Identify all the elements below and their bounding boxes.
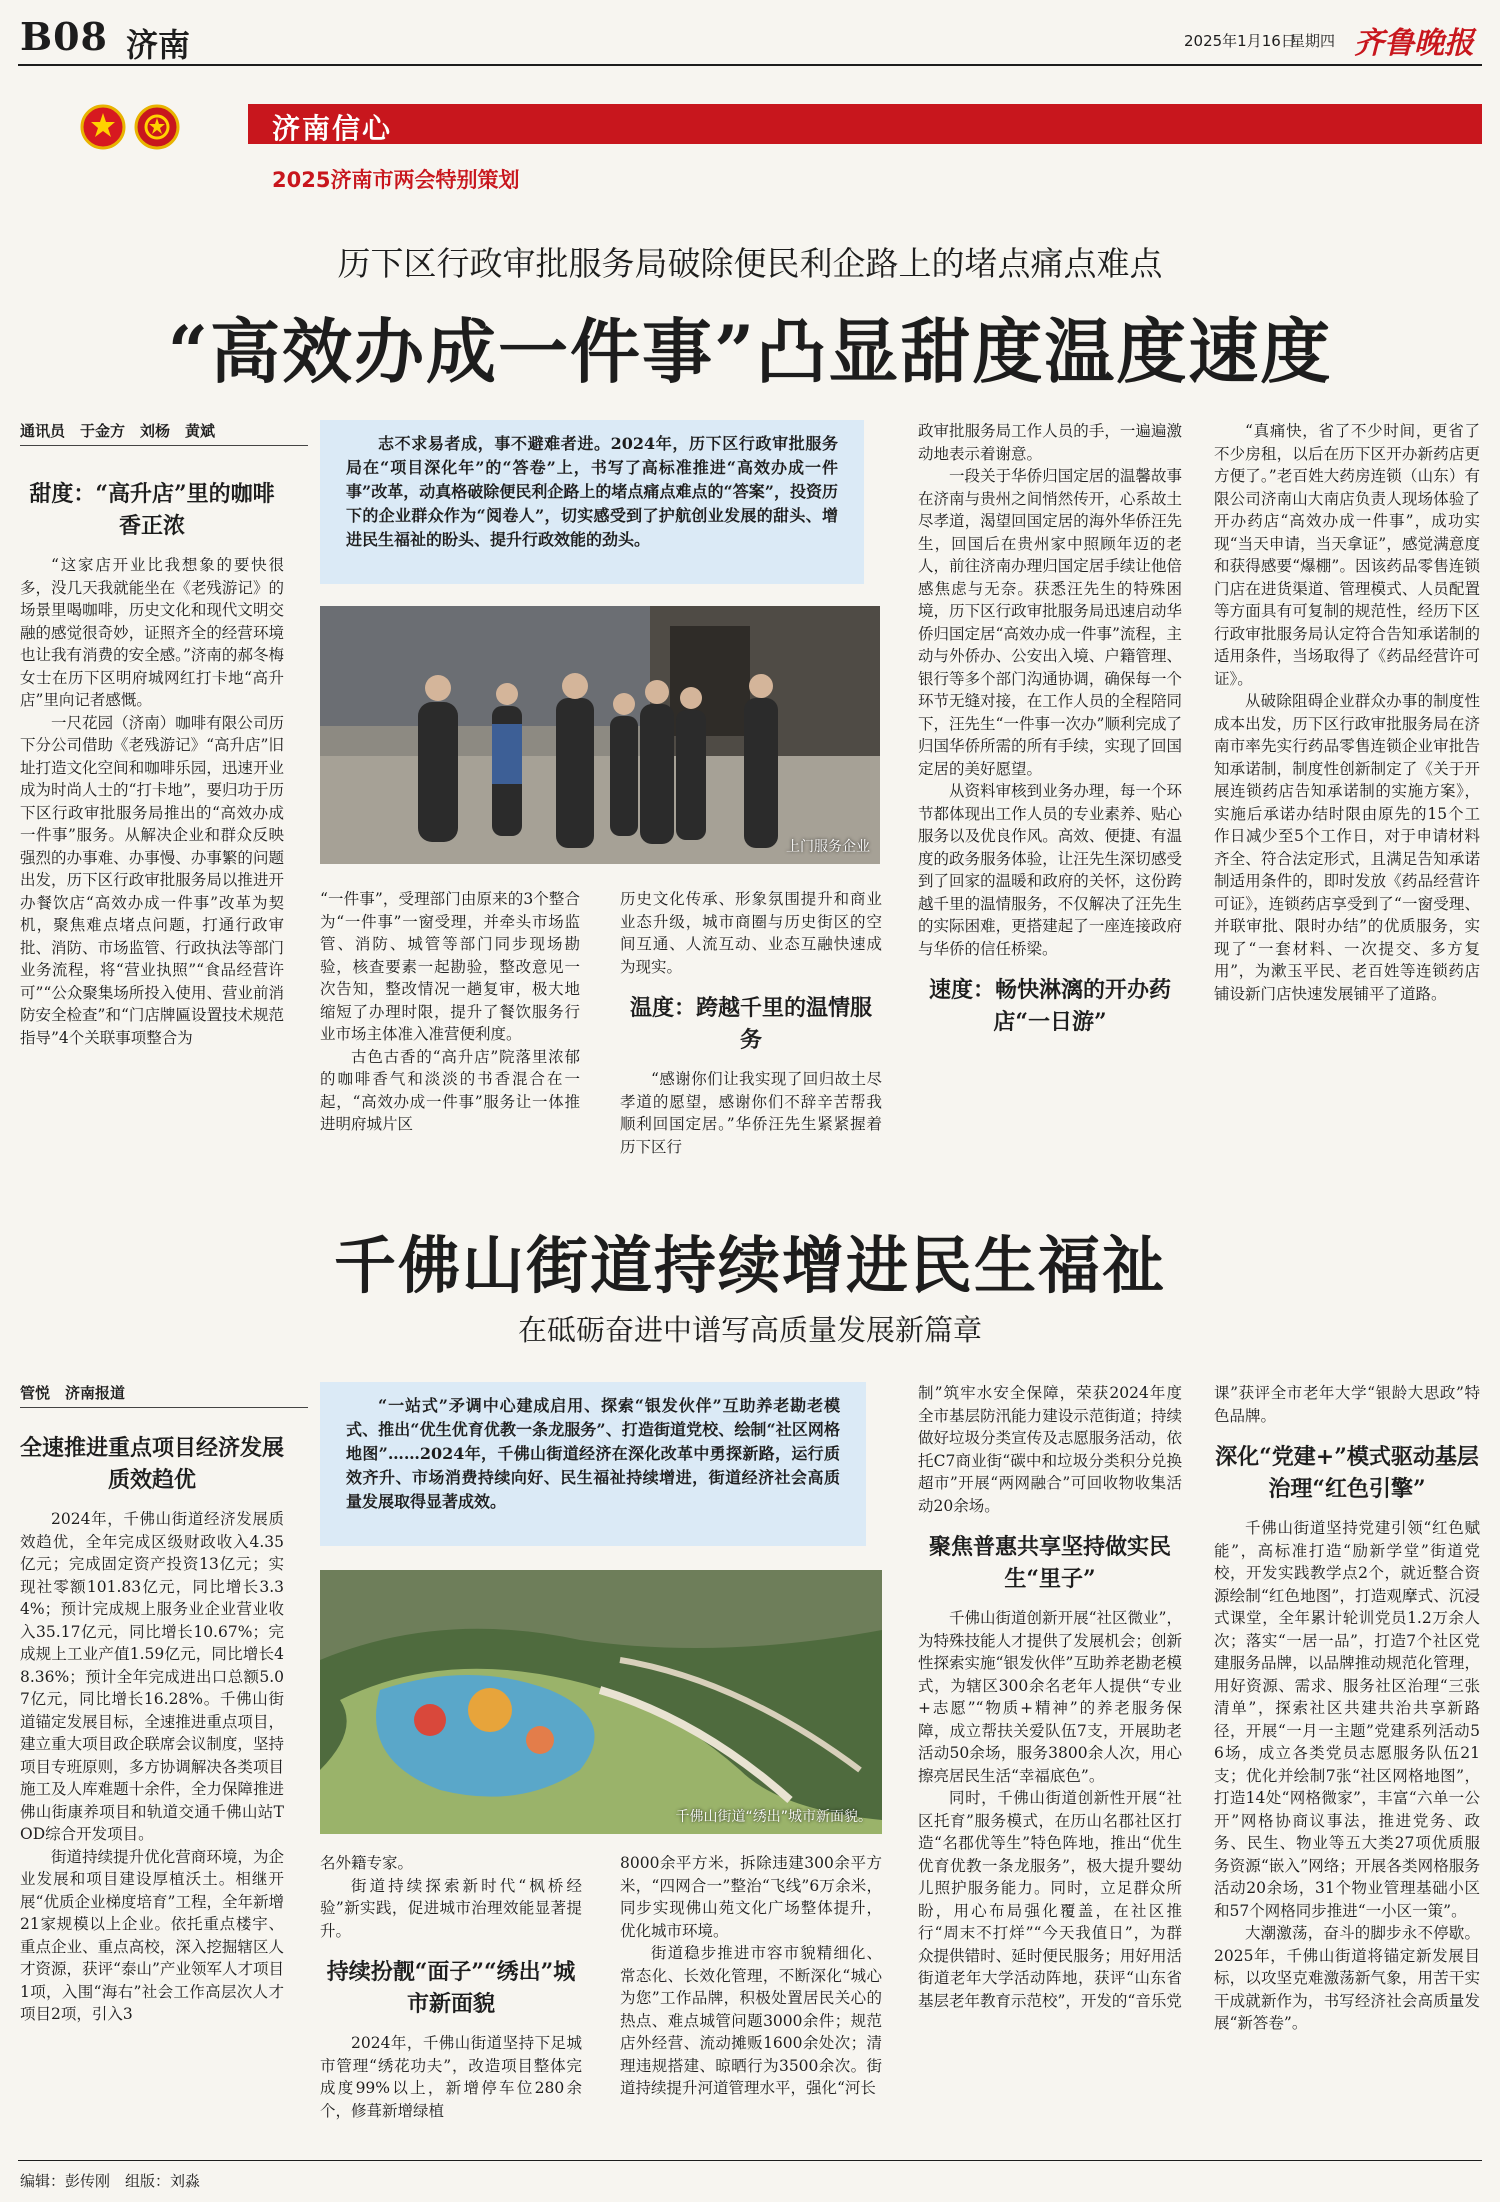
paragraph: 从破除阻碍企业群众办事的制度性成本出发，历下区行政审批服务局在济南市率先实行药品零售连锁企业审批告知承诺制，制度性创新制定了《关于开展连锁药店告知承诺制的实施方案》，实施后承诺办结时限由原先的15个工作日减少至5个工作日，对于申请材料齐全、符合法定形式，且满足告知承诺制适用条件的，即时发放《药品经营许可证》，连锁药店享受到了“一窗受理、并联审批、限时办结”的优质服务，实现了“一套材料、一次提交、多方复用”，为漱玉平民、老百姓等连锁药店铺设新门店快速发展铺平了道路。 xyxy=(1214,692,1480,1003)
article2-column-4 xyxy=(918,1382,1182,2144)
paragraph: 2024年，千佛山街道坚持下足城市管理“绣花功夫”，改造项目整体完成度99%以上，新增停车位280余个，修葺新增绿植 xyxy=(320,2034,582,2120)
page-code: B08 xyxy=(20,14,108,59)
article2-photo xyxy=(320,1570,882,1834)
banner-bar xyxy=(248,104,1482,144)
paragraph: 一尺花园（济南）咖啡有限公司历下分公司借助《老残游记》“高升店”旧址打造文化空间和咖啡乐园，迅速开业成为时尚人士的“打卡地”，要归功于历下区行政审批服务局推出的“高效办成一件事”服务。从解决企业和群众反映强烈的办事难、办事慢、办事繁的问题出发，历下区行政审批服务局以推进开办餐饮店“高效办成一件事”改革为契机，聚焦难点堵点问题，打通行政审批、消防、市场监管、行政执法等部门业务流程，将“营业执照”“食品经营许可”“公众聚集场所投入使用、营业前消防安全检查”和“门店牌匾设置技术规范指导”4个关联事项整合为 xyxy=(20,713,284,1047)
paragraph: 千佛山街道创新开展“社区微业”，为特殊技能人才提供了发展机会；创新性探索实施“银发伙伴”互助养老勘老模式，为辖区300余名老年人提供“专业+志愿”“物质+精神”的养老服务保障，成立帮扶关爱队伍7支，开展助老活动50余场，服务3800余人次，用心擦亮居民生活“幸福底色”。 xyxy=(918,1609,1182,1785)
subheading: 甜度：“高升店”里的咖啡香正浓 xyxy=(29,481,275,539)
article2-byline: 管悦 济南报道 xyxy=(20,1382,308,1408)
paragraph: 历史文化传承、形象氛围提升和商业业态升级，城市商圈与历史街区的空间互通、人流互动、业态互融快速成为现实。 xyxy=(620,890,882,976)
article1-column-2 xyxy=(320,888,580,1172)
paragraph: 2024年，千佛山街道经济发展质效趋优，全年完成区级财政收入4.35亿元；完成固定资产投资13亿元；实现社零额101.83亿元，同比增长3.34%；预计完成规上服务业企业营业收入35.17亿元，同比增长10.67%；完成规上工业产值1.59亿元，同比增长48.36%；预计全年完成进出口总额5.07亿元，同比增长16.28%。千佛山街道锚定发展目标，全速推进重点项目，建立重大项目政企联席会议制度，坚持项目专班原则，多方协调解决各类项目施工及人库难题十余件，全力保障推进佛山街康养项目和轨道交通千佛山站TOD综合开发项目。 xyxy=(20,1510,284,1843)
article1-column-5 xyxy=(1214,420,1480,1172)
article2-subheadline: 在砥砺奋进中谱写高质量发展新篇章 xyxy=(517,1313,982,1347)
page-header xyxy=(18,12,1482,192)
footer-editor: 编辑：彭传刚 组版：刘淼 xyxy=(20,2172,201,2190)
article1-column-4 xyxy=(918,420,1182,1172)
paragraph: 街道持续探索新时代“枫桥经验”新实践，促进城市治理效能显著提升。 xyxy=(320,1876,582,1940)
banner-subtitle: 2025济南市两会特别策划 xyxy=(272,168,520,192)
paragraph: 古色古香的“高升店”院落里浓郁的咖啡香气和淡淡的书香混合在一起，“高效办成一件事”服务让一体推进明府城片区 xyxy=(320,1047,580,1133)
paragraph: 街道持续提升优化营商环境，为企业发展和项目建设厚植沃土。相继开展“优质企业梯度培育”工程，全年新增21家规模以上企业。依托重点楼宇、重点企业、重点高校，深入挖掘辖区人才资源，获评“泰山”产业领军人才项目1项，入围“海右”社会工作高层次人才项目2项，引入3 xyxy=(20,1847,284,2023)
subheading: 全速推进重点项目经济发展质效趋优 xyxy=(20,1435,284,1493)
subheading: 速度：畅快淋漓的开办药店“一日游” xyxy=(928,977,1171,1035)
article1-kicker: 历下区行政审批服务局破除便民利企路上的堵点痛点难点 xyxy=(337,244,1163,283)
issue-weekday: 星期四 xyxy=(1290,32,1336,50)
paragraph: 从资料审核到业务办理，每一个环节都体现出工作人员的专业素养、贴心服务以及优良作风。高效、便捷、有温度的政务服务体验，让汪先生深切感受到了回家的温暖和政府的关怀，这份跨越千里的温情服务，不仅解决了汪先生的实际困难，更搭建起了一座连接政府与华侨的信任桥梁。 xyxy=(918,782,1182,958)
paragraph: 大潮激荡，奋斗的脚步永不停歇。2025年，千佛山街道将锚定新发展目标，以攻坚克难激荡新气象，用苦干实干成就新作为，书写经济社会高质量发展“新答卷”。 xyxy=(1214,1924,1480,2032)
subheading: 温度：跨越千里的温情服务 xyxy=(629,995,872,1053)
article1-column-3 xyxy=(620,888,882,1172)
paragraph: 千佛山街道坚持党建引领“红色赋能”，高标准打造“励新学堂”街道党校，开发实践教学点2个，就近整合资源绘制“红色地图”，打造观摩式、沉浸式课堂，全年累计轮训党员1.2万余人次；落实“一居一品”，打造7个社区党建服务品牌，以品牌推动规范化管理，用好资源、需求、服务社区治理“三张清单”，探索社区共建共治共享新路径，开展“一月一主题”党建系列活动56场，成立各类党员志愿服务队伍21支；优化并绘制7张“社区网格地图”，打造14处“网格微家”，丰富“六单一公开”网格协商议事法，推进党务、政务、民生、物业等五大类27项优质服务资源“嵌入”网络；开展各类网格服务活动20余场，31个物业管理基础小区和57个网格同步推进“一小区一策”。 xyxy=(1214,1519,1480,1920)
article1-lead: 志不求易者成，事不避难者进。2024年，历下区行政审批服务局在“项目深化年”的“答卷”上，书写了高标准推进“高效办成一件事”改革，动真格破除便民利企路上的堵点痛点难点的“答案”，投资历下的企业群众作为“阅卷人”，切实感受到了护航创业发展的甜头、增进民生福祉的盼头、提升行政效能的劲头。 xyxy=(320,420,864,584)
article2-column-5 xyxy=(1214,1382,1480,2144)
subheading: 聚焦普惠共享坚持做实民生“里子” xyxy=(928,1534,1171,1592)
article1-photo-caption: 上门服务企业 xyxy=(786,839,870,855)
paragraph: 课”获评全市老年大学“银龄大思政”特色品牌。 xyxy=(1214,1384,1480,1425)
paragraph: 街道稳步推进市容市貌精细化、常态化、长效化管理，不断深化“城心为您”工作品牌，积极处置居民关心的热点、难点城管问题3000余件；规范店外经营、流动摊贩1600余处次；清理违规搭建、晾晒行为3500余次。街道持续提升河道管理水平，强化“河长 xyxy=(620,1944,882,2097)
article2-photo-caption: 千佛山街道“绣出”城市新面貌。 xyxy=(675,1809,872,1825)
article2-column-2 xyxy=(320,1852,582,2144)
subheading: 深化“党建+”模式驱动基层治理“红色引擎” xyxy=(1215,1444,1479,1502)
cppcc-emblem-icon xyxy=(134,104,180,150)
article2-headline: 千佛山街道持续增进民生福祉 xyxy=(333,1229,1166,1302)
article1-byline: 通讯员 于金方 刘杨 黄斌 xyxy=(20,420,308,446)
paragraph: 制”筑牢水安全保障，荣获2024年度全市基层防汛能力建设示范街道；持续做好垃圾分类宣传及志愿服务活动，依托C7商业街“碳中和垃圾分类积分兑换超市”开展“两网融合”可回收物收集活动20余场。 xyxy=(918,1384,1182,1515)
paragraph: “感谢你们让我实现了回归故土尽孝道的愿望，感谢你们不辞辛苦帮我顺利回国定居。”华侨汪先生紧紧握着历下区行 xyxy=(620,1070,882,1156)
article1-column-1 xyxy=(20,452,284,1172)
brand-logo: 齐鲁晚报 xyxy=(1354,26,1474,61)
article1-headline: “高效办成一件事”凸显甜度温度速度 xyxy=(167,310,1333,393)
national-emblem-icon xyxy=(80,104,126,150)
paragraph: 政审批服务局工作人员的手，一遍遍激动地表示着谢意。 xyxy=(918,422,1182,463)
article2-lead: “一站式”矛调中心建成启用、探索“银发伙伴”互助养老勘老模式、推出“优生优育优教一条龙服务”、打造街道党校、绘制“社区网格地图”……2024年，千佛山街道经济在深化改革中勇探新路，运行质效齐升、市场消费持续向好、民生福祉持续增进，街道经济社会高质量发展取得显著成效。 xyxy=(320,1382,866,1546)
article2-column-1 xyxy=(20,1412,284,2144)
paragraph: “一件事”，受理部门由原来的3个整合为“一件事”一窗受理，并牵头市场监管、消防、城管等部门同步现场勘验，核查要素一起勘验，整改意见一次告知，整改情况一趟复审，极大地缩短了办理时限，提升了餐饮服务行业市场主体准入准营便利度。 xyxy=(320,890,580,1043)
paragraph: 同时，千佛山街道创新性开展“社区托育”服务模式，在历山名郡社区打造“名郡优等生”特色阵地，推出“优生优育优教一条龙服务”，极大提升婴幼儿照护服务能力。同时，立足群众所盼，用心布局强化覆盖，在社区推行“周末不打烊”“今天我值日”，为群众提供错时、延时便民服务；用好用活街道老年大学活动阵地，获评“山东省基层老年教育示范校”，开发的“音乐党 xyxy=(918,1789,1182,2010)
section-name: 济南 xyxy=(126,26,191,64)
subheading: 持续扮靓“面子”“绣出”城市新面貌 xyxy=(326,1959,576,2017)
paragraph: 一段关于华侨归国定居的温馨故事在济南与贵州之间悄然传开，心系故土尽孝道，渴望回国定居的海外华侨汪先生，回国后在贵州家中照顾年迈的老人，前往济南办理归国定居手续让他倍感焦虑与无奈。获悉汪先生的特殊困境，历下区行政审批服务局迅速启动华侨归国定居“高效办成一件事”流程，主动与外侨办、公安出入境、户籍管理、银行等多个部门沟通协调，确保每一个环节无缝对接，在工作人员的全程陪同下，汪先生“一件事一次办”顺利完成了归国华侨所需的所有手续，实现了回国定居的美好愿望。 xyxy=(918,467,1182,778)
paragraph: 名外籍专家。 xyxy=(320,1854,414,1872)
article1-photo xyxy=(320,606,880,864)
paragraph: “这家店开业比我想象的要快很多，没几天我就能坐在《老残游记》的场景里喝咖啡，历史文化和现代文明交融的感觉很奇妙，证照齐全的经营环境也让我有消费的安全感。”济南的郝冬梅女士在历下区明府城网红打卡地“高升店”里向记者感慨。 xyxy=(20,556,284,709)
issue-date: 2025年1月16日 xyxy=(1184,32,1296,50)
banner-title: 济南信心 xyxy=(272,112,393,145)
article2-column-3 xyxy=(620,1852,882,2144)
paragraph: “真痛快，省了不少时间，更省了不少房租，以后在历下区开办新药店更方便了。”老百姓大药房连锁（山东）有限公司济南山大南店负责人现场体验了开办药店“高效办成一件事”，成功实现“当天申请，当天拿证”，感觉满意度和获得感要“爆棚”。因该药品零售连锁门店在进货渠道、管理模式、人员配置等方面具有可复制的规范性，经历下区行政审批服务局认定符合告知承诺制的适用条件，当场取得了《药品经营许可证》。 xyxy=(1214,422,1480,688)
paragraph: 8000余平方米，拆除违建300余平方米，“四网合一”整治“飞线”6万余米，同步实现佛山苑文化广场整体提升，优化城市环境。 xyxy=(620,1854,882,1940)
footer-rule xyxy=(18,2160,1482,2161)
header-rule xyxy=(18,64,1482,66)
